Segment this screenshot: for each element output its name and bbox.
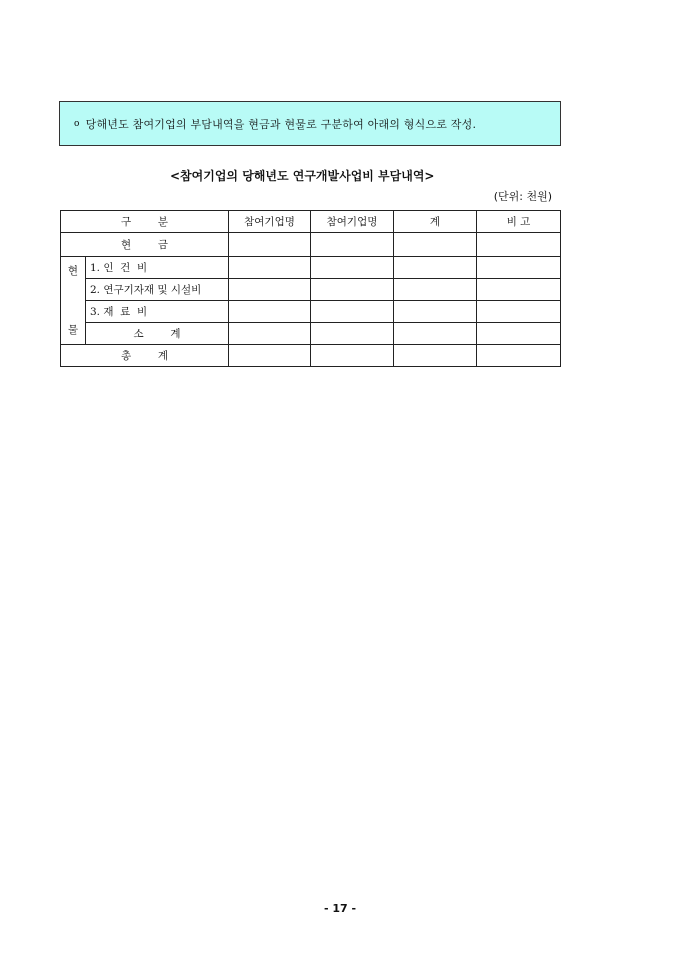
- cell: [311, 233, 394, 257]
- cell: [311, 279, 394, 301]
- cell: [229, 345, 311, 367]
- cell: [477, 345, 561, 367]
- cell: [477, 257, 561, 279]
- row-label-total: 총 계: [61, 345, 229, 367]
- cell: [477, 301, 561, 323]
- cell: [311, 301, 394, 323]
- in-kind-top-char: 현: [67, 265, 79, 277]
- contribution-table: [60, 210, 561, 367]
- cell: [229, 323, 311, 345]
- row-label-materials: 3. 재 료 비: [86, 301, 229, 323]
- cell: [394, 345, 477, 367]
- cell: [311, 323, 394, 345]
- row-label-in-kind: [61, 257, 86, 345]
- table-row-total: [61, 345, 561, 367]
- header-sum: 계: [394, 211, 477, 233]
- cell: [477, 233, 561, 257]
- table-row: [61, 279, 561, 301]
- row-label-subtotal: 소 계: [86, 323, 229, 345]
- cell: [394, 279, 477, 301]
- table-header-row: [61, 211, 561, 233]
- instruction-note: [59, 101, 561, 146]
- header-company-2: 참여기업명: [311, 211, 394, 233]
- table-row: [61, 257, 561, 279]
- cell: [229, 301, 311, 323]
- header-remark: 비 고: [477, 211, 561, 233]
- row-label-labor: 1. 인 건 비: [86, 257, 229, 279]
- table-row: [61, 323, 561, 345]
- cell: [229, 233, 311, 257]
- in-kind-bottom-char: 물: [67, 324, 79, 336]
- bullet-icon: o: [74, 118, 80, 129]
- instruction-text: 당해년도 참여기업의 부담내역을 현금과 현물로 구분하여 아래의 형식으로 작성.: [85, 117, 477, 131]
- cell: [311, 257, 394, 279]
- cell: [229, 257, 311, 279]
- row-label-equipment: 2. 연구기자재 및 시설비: [86, 279, 229, 301]
- header-company-1: 참여기업명: [229, 211, 311, 233]
- header-category: 구 분: [61, 211, 229, 233]
- page-number: - 17 -: [323, 902, 357, 915]
- table-row: [61, 233, 561, 257]
- cell: [477, 279, 561, 301]
- table-row: [61, 301, 561, 323]
- table-title-text: <참여기업의 당해년도 연구개발사업비 부담내역>: [170, 169, 435, 183]
- unit-label: (단위: 천원): [493, 190, 552, 203]
- cell: [394, 323, 477, 345]
- cell: [311, 345, 394, 367]
- cell: [394, 301, 477, 323]
- cell: [477, 323, 561, 345]
- cell: [394, 257, 477, 279]
- row-label-cash: 현 금: [61, 233, 229, 257]
- cell: [229, 279, 311, 301]
- cell: [394, 233, 477, 257]
